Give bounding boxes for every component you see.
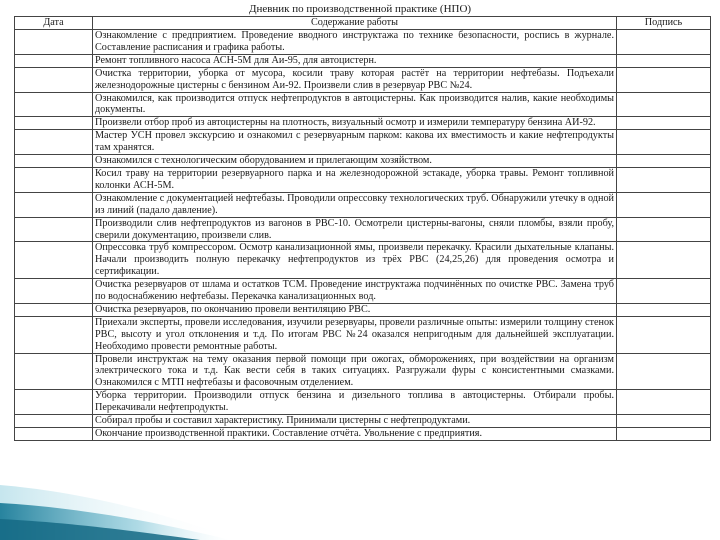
content-cell: Очистка территории, уборка от мусора, косили траву которая растёт на территории нефтебазы. Подъехали железнодорожные цистерны с бензином Аи-92. Произвели слив в резервуар РВС №24. <box>93 67 617 92</box>
content-cell: Производили слив нефтепродуктов из вагонов в РВС-10. Осмотрели цистерны-вагоны, сняли пломбы, взяли пробу, сверили документацию, произвели слив. <box>93 217 617 242</box>
signature-cell <box>617 303 711 316</box>
table-row <box>15 415 711 428</box>
date-cell <box>15 192 93 217</box>
table-row <box>15 353 711 390</box>
table-row <box>15 54 711 67</box>
signature-cell <box>617 428 711 441</box>
table-row <box>15 390 711 415</box>
column-header-date: Дата <box>15 17 93 30</box>
table-header-row <box>15 17 711 30</box>
content-cell: Приехали эксперты, провели исследования, изучили резервуары, провели различные опыты: измерили толщину стенок РВС, высоту и угол отклонения и т.д. По итогам РВС №24 оказался непригодным для дальнейшей эксплуатации. Необходимо провести ремонтные работы. <box>93 316 617 353</box>
content-cell: Косил траву на территории резервуарного парка и на железнодорожной эстакаде, уборка травы. Ремонт топливной колонки АСН-5М. <box>93 167 617 192</box>
content-cell: Очистка резервуаров, по окончанию провели вентиляцию РВС. <box>93 303 617 316</box>
date-cell <box>15 353 93 390</box>
content-cell: Окончание производственной практики. Составление отчёта. Увольнение с предприятия. <box>93 428 617 441</box>
signature-cell <box>617 192 711 217</box>
content-cell: Уборка территории. Производили отпуск бензина и дизельного топлива в автоцистерны. Отбирали пробы. Перекачивали нефтепродукты. <box>93 390 617 415</box>
table-row <box>15 155 711 168</box>
table-row <box>15 67 711 92</box>
table-row <box>15 117 711 130</box>
signature-cell <box>617 117 711 130</box>
signature-cell <box>617 130 711 155</box>
column-header-signature: Подпись <box>617 17 711 30</box>
table-row <box>15 30 711 55</box>
signature-cell <box>617 167 711 192</box>
signature-cell <box>617 390 711 415</box>
date-cell <box>15 217 93 242</box>
table-row <box>15 167 711 192</box>
date-cell <box>15 92 93 117</box>
date-cell <box>15 316 93 353</box>
signature-cell <box>617 316 711 353</box>
decorative-swoosh <box>0 445 230 540</box>
date-cell <box>15 30 93 55</box>
content-cell: Ознакомился с технологическим оборудованием и прилегающим хозяйством. <box>93 155 617 168</box>
signature-cell <box>617 242 711 279</box>
table-row <box>15 316 711 353</box>
table-row <box>15 92 711 117</box>
table-row <box>15 428 711 441</box>
table-row <box>15 192 711 217</box>
content-cell: Ознакомился, как производится отпуск нефтепродуктов в автоцистерны. Как производится налив, какие необходимы документы. <box>93 92 617 117</box>
date-cell <box>15 167 93 192</box>
date-cell <box>15 390 93 415</box>
content-cell: Мастер УСН провел экскурсию и ознакомил с резервуарным парком: какова их вместимость и какие нефтепродукты там хранятся. <box>93 130 617 155</box>
date-cell <box>15 415 93 428</box>
table-row <box>15 217 711 242</box>
date-cell <box>15 303 93 316</box>
document-title: Дневник по производственной практике (НПО) <box>248 3 472 15</box>
signature-cell <box>617 155 711 168</box>
practice-diary-table <box>14 16 711 441</box>
date-cell <box>15 155 93 168</box>
content-cell: Ознакомление с предприятием. Проведение вводного инструктажа по технике безопасности, роспись в журнале. Составление расписания и графика работы. <box>93 30 617 55</box>
signature-cell <box>617 415 711 428</box>
content-cell: Произвели отбор проб из автоцистерны на плотность, визуальный осмотр и измерили температуру бензина АИ-92. <box>93 117 617 130</box>
signature-cell <box>617 54 711 67</box>
signature-cell <box>617 67 711 92</box>
content-cell: Очистка резервуаров от шлама и остатков ТСМ. Проведение инструктажа подчинённых по очистке РВС. Замена труб по водоснабжению нефтебазы. Перекачка канализационных вод. <box>93 279 617 304</box>
date-cell <box>15 67 93 92</box>
content-cell: Провели инструктаж на тему оказания первой помощи при ожогах, обморожениях, при воздействии на организм электрического тока и т.д. Как вести себя в таких ситуациях. Разгружали фуры с консистентными смазками. Ознакомился с МТП нефтебазы и фасовочным отделением. <box>93 353 617 390</box>
date-cell <box>15 130 93 155</box>
table-row <box>15 130 711 155</box>
date-cell <box>15 54 93 67</box>
table-row <box>15 242 711 279</box>
date-cell <box>15 428 93 441</box>
signature-cell <box>617 217 711 242</box>
column-header-content: Содержание работы <box>93 17 617 30</box>
content-cell: Опрессовка труб компрессором. Осмотр канализационной ямы, произвели перекачку. Красили дыхательные клапаны. Начали производить полную перекачку нефтепродуктов из трёх РВС (24,25,26) для проведения осмотра и сертификации. <box>93 242 617 279</box>
signature-cell <box>617 353 711 390</box>
content-cell: Ремонт топливного насоса АСН-5М для Аи-95, для автоцистерн. <box>93 54 617 67</box>
table-row <box>15 279 711 304</box>
signature-cell <box>617 279 711 304</box>
content-cell: Собирал пробы и составил характеристику. Принимали цистерны с нефтепродуктами. <box>93 415 617 428</box>
content-cell: Ознакомление с документацией нефтебазы. Проводили опрессовку технологических труб. Обнаружили утечку в одной из линий (падало давление). <box>93 192 617 217</box>
date-cell <box>15 117 93 130</box>
signature-cell <box>617 30 711 55</box>
date-cell <box>15 279 93 304</box>
date-cell <box>15 242 93 279</box>
table-row <box>15 303 711 316</box>
signature-cell <box>617 92 711 117</box>
